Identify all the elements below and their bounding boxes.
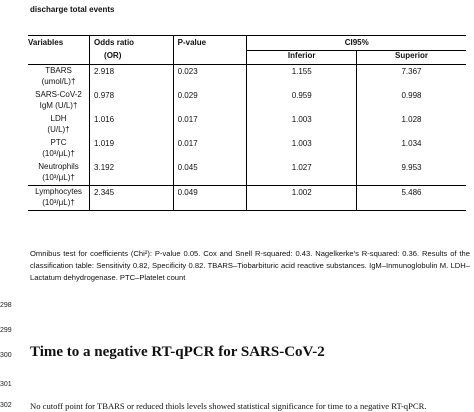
variable-name: TBARS [45,66,72,75]
ci-inferior: 0.959 [247,89,357,113]
ci-inferior: 1.027 [247,161,357,186]
table-row [28,65,466,90]
p-value: 0.017 [173,113,247,137]
ci-inferior: 1.155 [247,65,357,90]
body-paragraph: No cutoff point for TBARS or reduced thiols levels showed statistical significance for time to a negative RT-qPCR. [30,401,427,411]
header-ci95: CI95% [247,36,466,51]
variable-unit: (U/L)† [47,125,70,134]
table-row [28,186,466,211]
ci-inferior: 1.002 [247,186,357,211]
odds-ratio-value: 2.345 [90,186,174,211]
ci-inferior: 1.003 [247,137,357,161]
p-value: 0.029 [173,89,247,113]
odds-ratio-value: 1.019 [90,137,174,161]
variable-unit: (10³/μL)† [42,149,75,158]
section-heading: Time to a negative RT-qPCR for SARS-CoV-2 [30,344,325,360]
variable-unit: (10³/μL)† [42,198,75,207]
header-odds-ratio: Odds ratio [90,36,174,51]
line-number: 299 [0,327,12,334]
ci-superior: 9.953 [357,161,466,186]
variable-name: LDH [50,114,67,123]
line-number: 301 [0,381,12,388]
p-value: 0.017 [173,137,247,161]
table-caption: discharge total events [30,5,115,14]
line-number: 298 [0,302,12,309]
header-inferior: Inferior [247,51,357,65]
table-row [28,137,466,161]
odds-ratio-value: 2.918 [90,65,174,90]
variable-unit: (10³/μL)† [42,173,75,182]
variable-name: SARS-CoV-2 [35,90,82,99]
ci-superior: 0.998 [357,89,466,113]
line-number: 302 [0,402,12,409]
header-odds-ratio-sub: (OR) [90,51,174,65]
ci-superior: 1.034 [357,137,466,161]
p-value: 0.049 [173,186,247,211]
ci-superior: 5.486 [357,186,466,211]
table-row [28,161,466,186]
p-value: 0.023 [173,65,247,90]
header-superior: Superior [357,51,466,65]
odds-ratio-value: 1.016 [90,113,174,137]
variable-unit: (umol/L)† [41,77,76,86]
table-row [28,89,466,113]
header-p-value: P-value [173,36,247,51]
ci-superior: 1.028 [357,113,466,137]
line-number: 300 [0,352,12,359]
variable-unit: IgM (U/L)† [39,101,78,110]
odds-ratio-value: 3.192 [90,161,174,186]
header-variables: Variables [28,38,64,47]
ci-superior: 7.367 [357,65,466,90]
variable-name: Lymphocytes [35,187,82,196]
table-row [28,113,466,137]
variable-name: Neutrophils [38,162,79,171]
ci-inferior: 1.003 [247,113,357,137]
p-value: 0.045 [173,161,247,186]
variable-name: PTC [50,138,67,147]
odds-ratio-table [28,35,466,211]
table-footnote: Omnibus test for coefficients (Chi²): P-value 0.05. Cox and Snell R-squared: 0.43. Nagelkerke's R-squared: 0.36. Results of the classification table: Sensitivity 0.82, Specificity 0.82. TBARS–Tiobarbituric acid reactive substances. IgM–Inmunoglobulin M. LDH–Lactatum dehydrogenase. PTC–Platelet count [30,249,470,282]
odds-ratio-value: 0.978 [90,89,174,113]
